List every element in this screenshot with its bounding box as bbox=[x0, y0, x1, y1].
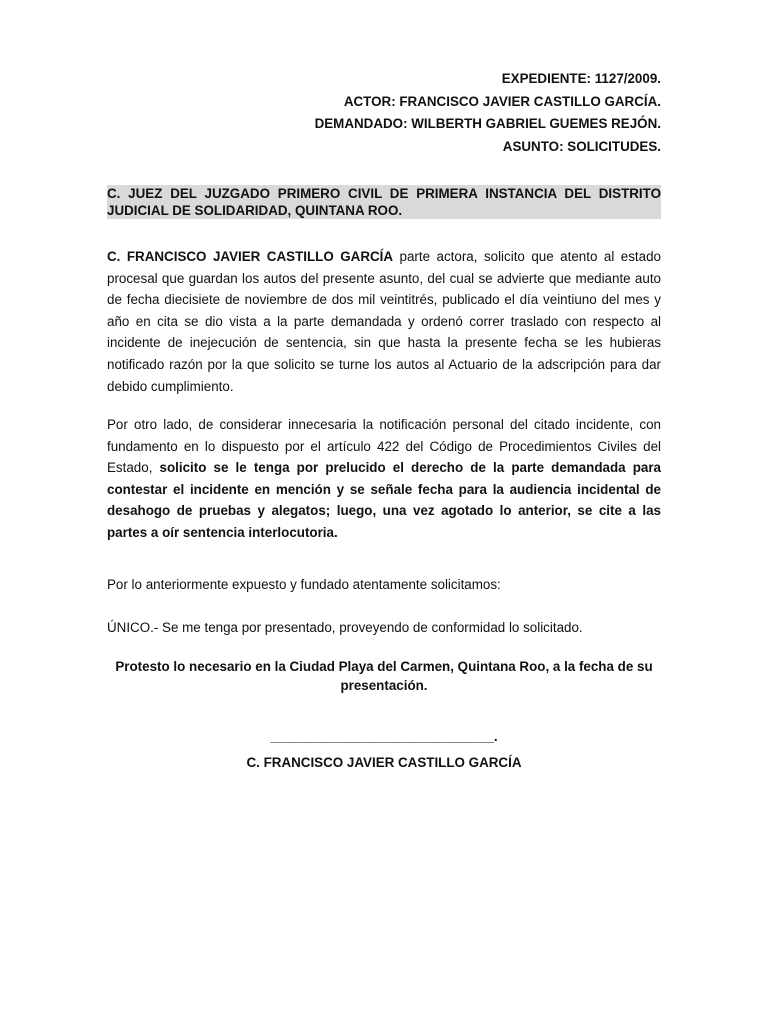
paragraph-1-text: parte actora, solicito que atento al estado procesal que guardan los autos del presente asunto, del cual se advierte que mediante auto de fecha diecisiete de noviembre de dos mil veintitrés, publicado el día veintiuno del mes y año en cita se dio vista a la parte demandada y ordenó correr traslado con respecto al incidente de inejecución de sentencia, sin que hasta la presente fecha se les hubieras notificado razón por la que solicito se turne los autos al Actuario de la adscripción para dar debido cumplimiento. bbox=[107, 249, 661, 394]
closing-protest: Protesto lo necesario en la Ciudad Playa del Carmen, Quintana Roo, a la fecha de su presentación. bbox=[115, 659, 653, 693]
petitioner-name: C. FRANCISCO JAVIER CASTILLO GARCÍA bbox=[107, 249, 394, 264]
plaintiff-line: ACTOR: FRANCISCO JAVIER CASTILLO GARCÍA. bbox=[343, 93, 661, 109]
paragraph-request-notification bbox=[107, 246, 661, 397]
signature-line: ______________________________. bbox=[270, 729, 498, 744]
paragraph-2-bold-request: solicito se le tenga por prelucido el derecho de la parte demandada para contestar el incidente en mención y se señale fecha para la audiencia incidental de desahogo de pruebas y alegatos; luego, una vez agotado lo anterior, se cite a las partes a oír sentencia interlocutoria. bbox=[107, 460, 662, 540]
subject-line: ASUNTO: SOLICITUDES. bbox=[502, 138, 661, 154]
signatory-name: C. FRANCISCO JAVIER CASTILLO GARCÍA bbox=[246, 755, 522, 770]
case-number: EXPEDIENTE: 1127/2009. bbox=[501, 71, 661, 86]
paragraph-conclusion-intro: Por lo anteriormente expuesto y fundado atentamente solicitamos: bbox=[107, 577, 501, 592]
defendant-line: DEMANDADO: WILBERTH GABRIEL GUEMES REJÓN. bbox=[314, 116, 661, 132]
case-header bbox=[315, 68, 661, 158]
paragraph-2-text: Por otro lado, de considerar innecesaria la notificación personal del citado incidente, con fundamento en lo dispuesto por el artículo 422 del Código de Procedimientos Civiles del Estado, bbox=[107, 417, 661, 476]
addressee-judge: C. JUEZ DEL JUZGADO PRIMERO CIVIL DE PRIMERA INSTANCIA DEL DISTRITO JUDICIAL DE SOLIDARIDAD, QUINTANA ROO. bbox=[107, 186, 661, 218]
paragraph-unico: ÚNICO.- Se me tenga por presentado, proveyendo de conformidad lo solicitado. bbox=[107, 620, 583, 635]
paragraph-alternative-request bbox=[107, 414, 661, 544]
